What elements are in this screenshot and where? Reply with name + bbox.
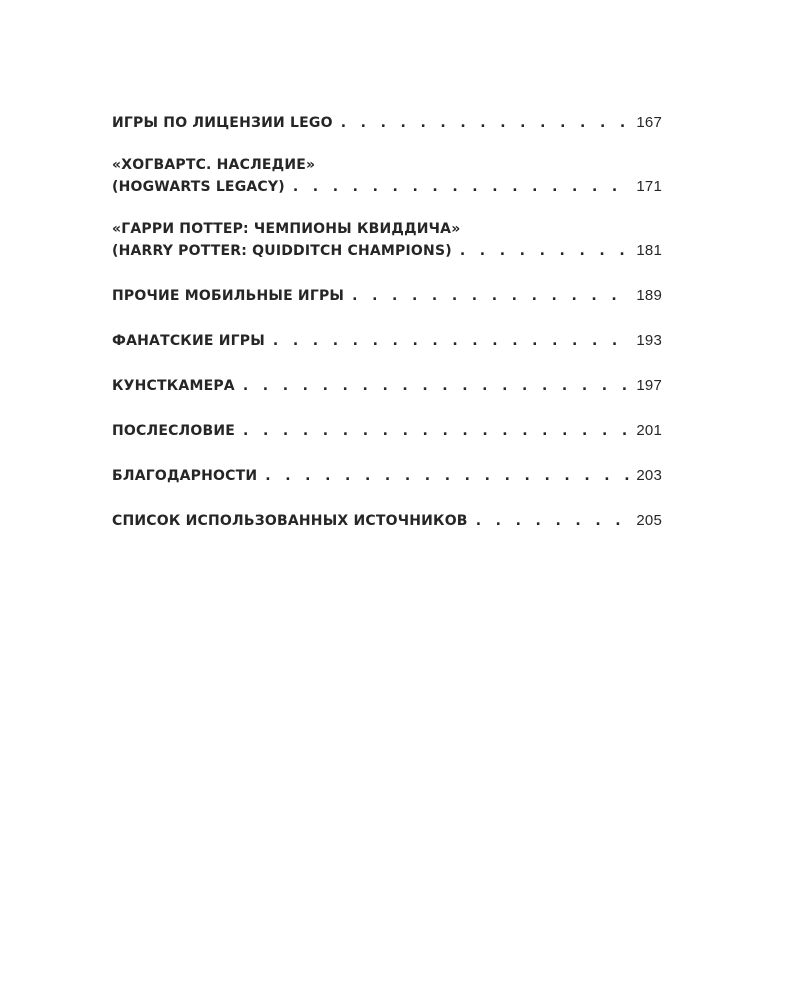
dot-leader (341, 113, 631, 134)
toc-line (112, 155, 662, 176)
toc-page-number: 181 (636, 242, 662, 259)
toc-page-number: 197 (636, 377, 662, 394)
toc-page-number: 193 (636, 332, 662, 349)
toc-line (112, 112, 662, 134)
toc-entry-title: ПРОЧИЕ МОБИЛЬНЫЕ ИГРЫ (112, 288, 345, 304)
toc-line (112, 240, 662, 262)
toc-entry-afterword (112, 420, 662, 442)
toc-entry-quidditch-champions (112, 219, 662, 262)
dot-leader (243, 376, 631, 397)
toc-page-number: 203 (636, 467, 662, 484)
toc-entry-kunstkamera (112, 375, 662, 397)
toc-entry-title: «ХОГВАРТС. НАСЛЕДИЕ» (112, 157, 316, 173)
toc-entry-fan-games (112, 330, 662, 352)
toc-entry-title: БЛАГОДАРНОСТИ (112, 468, 258, 484)
toc-entry-title: ИГРЫ ПО ЛИЦЕНЗИИ LEGO (112, 115, 333, 131)
toc-line (112, 375, 662, 397)
toc-entry-title: «ГАРРИ ПОТТЕР: ЧЕМПИОНЫ КВИДДИЧА» (112, 221, 461, 237)
toc-entry-lego (112, 112, 662, 134)
toc-entry-title: ФАНАТСКИЕ ИГРЫ (112, 333, 265, 349)
dot-leader (265, 466, 630, 487)
dot-leader (243, 421, 630, 442)
dot-leader (476, 511, 631, 532)
toc-page-number: 205 (636, 512, 662, 529)
dot-leader (460, 241, 631, 262)
toc-line (112, 219, 662, 240)
toc-line (112, 285, 662, 307)
toc-line (112, 330, 662, 352)
toc-page-number: 201 (636, 422, 662, 439)
dot-leader (352, 286, 630, 307)
toc-line (112, 465, 662, 487)
toc-entry-subtitle: (HARRY POTTER: QUIDDITCH CHAMPIONS) (112, 243, 452, 259)
toc-entry-references (112, 510, 662, 532)
toc-page-number: 167 (636, 114, 662, 131)
toc-page-number: 171 (636, 178, 662, 195)
toc-line (112, 176, 662, 198)
toc-entry-title: ПОСЛЕСЛОВИЕ (112, 423, 236, 439)
toc-entry-subtitle: (HOGWARTS LEGACY) (112, 179, 285, 195)
toc-line (112, 420, 662, 442)
toc-page-number: 189 (636, 287, 662, 304)
toc-entry-acknowledgements (112, 465, 662, 487)
toc-entry-title: КУНСТКАМЕРА (112, 378, 235, 394)
dot-leader (293, 177, 631, 198)
toc-entry-mobile-games (112, 285, 662, 307)
dot-leader (273, 331, 630, 352)
toc-entry-title: СПИСОК ИСПОЛЬЗОВАННЫХ ИСТОЧНИКОВ (112, 513, 468, 529)
toc-line (112, 510, 662, 532)
toc-entry-hogwarts-legacy (112, 155, 662, 198)
